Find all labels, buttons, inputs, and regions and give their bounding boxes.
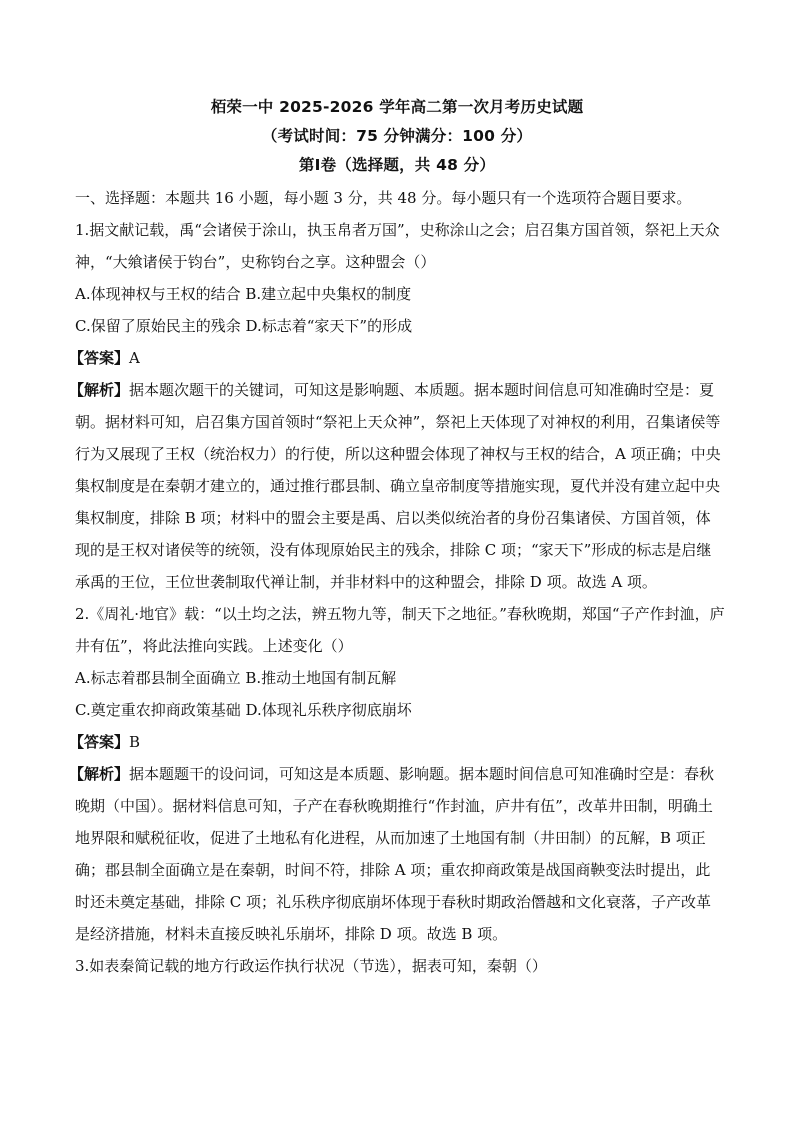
question-stem: 1.据文献记载，禹“会诸侯于涂山，执玉帛者万国”，史称涂山之会；启召集方国首领，祭祀上天众神，“大飨诸侯于钧台”，史称钧台之享。这种盟会（） bbox=[75, 221, 720, 271]
answer-line bbox=[69, 726, 725, 758]
exam-header bbox=[0, 94, 794, 178]
answer-line bbox=[69, 342, 725, 374]
exam-part-heading: 第Ⅰ卷（选择题，共 48 分） bbox=[298, 156, 496, 174]
answer-value: A bbox=[129, 349, 140, 367]
question-options-cd: C.保留了原始民主的残余 D.标志着“家天下”的形成 bbox=[75, 317, 413, 335]
analysis-paragraph bbox=[69, 758, 725, 950]
question-stem: 3.如表秦简记载的地方行政运作执行状况（节选），据表可知，秦朝（） bbox=[75, 957, 547, 975]
answer-label: 【答案】 bbox=[69, 733, 130, 751]
analysis-label: 【解析】 bbox=[69, 765, 130, 783]
answer-label: 【答案】 bbox=[69, 349, 130, 367]
question-1 bbox=[69, 214, 725, 598]
answer-value: B bbox=[129, 733, 141, 751]
question-options-ab: A.标志着郡县制全面确立 B.推动土地国有制瓦解 bbox=[75, 669, 397, 687]
question-options-cd: C.奠定重农抑商政策基础 D.体现礼乐秩序彻底崩坏 bbox=[75, 701, 412, 719]
analysis-label: 【解析】 bbox=[69, 381, 130, 399]
question-2 bbox=[69, 598, 725, 950]
exam-duration-score: （考试时间：75 分钟满分：100 分） bbox=[261, 127, 533, 145]
analysis-text: 据本题题干的设问词，可知这是本质题、影响题。据本题时间信息可知准确时空是：春秋晚期（中国）。据材料信息可知，子产在春秋晚期推行“作封洫，庐井有伍”，改革井田制，明确土地界限和赋税征收，促进了土地私有化进程，从而加速了土地国有制（井田制）的瓦解，B 项正确；郡县制全面确立是在秦朝，时间不符，排除 A 项；重农抑商政策是战国商鞅变法时提出，此时还未奠定基础，排除 C 项；礼乐秩序彻底崩坏体现于春秋时期政治僭越和文化衰落，子产改革是经济措施，材料未直接反映礼乐崩坏，排除 D 项。故选 B 项。 bbox=[75, 765, 715, 943]
exam-body bbox=[69, 182, 725, 982]
question-options-ab: A.体现神权与王权的结合 B.建立起中央集权的制度 bbox=[75, 285, 412, 303]
analysis-paragraph bbox=[69, 374, 725, 598]
question-stem: 2.《周礼·地官》载：“以土均之法，辨五物九等，制天下之地征。”春秋晚期，郑国“子产作封洫，庐井有伍”，将此法推向实践。上述变化（） bbox=[75, 605, 725, 655]
question-3 bbox=[75, 950, 725, 982]
analysis-text: 据本题次题干的关键词，可知这是影响题、本质题。据本题时间信息可知准确时空是：夏朝。据材料可知，启召集方国首领时“祭祀上天众神”，祭祀上天体现了对神权的利用，召集诸侯等行为又展现了王权（统治权力）的行使，所以这种盟会体现了神权与王权的结合，A 项正确；中央集权制度是在秦朝才建立的，通过推行郡县制、确立皇帝制度等措施实现，夏代并没有建立起中央集权制度，排除 B 项；材料中的盟会主要是禹、启以类似统治者的身份召集诸侯、方国首领，体现的是王权对诸侯等的统领，没有体现原始民主的残余，排除 C 项；“家天下”形成的标志是启继承禹的王位，王位世袭制取代禅让制，并非材料中的这种盟会，排除 D 项。故选 A 项。 bbox=[75, 381, 721, 591]
section-instructions: 一、选择题：本题共 16 小题，每小题 3 分，共 48 分。每小题只有一个选项符合题目要求。 bbox=[75, 189, 692, 207]
exam-title: 栢荣一中 2025-2026 学年高二第一次月考历史试题 bbox=[210, 98, 584, 116]
